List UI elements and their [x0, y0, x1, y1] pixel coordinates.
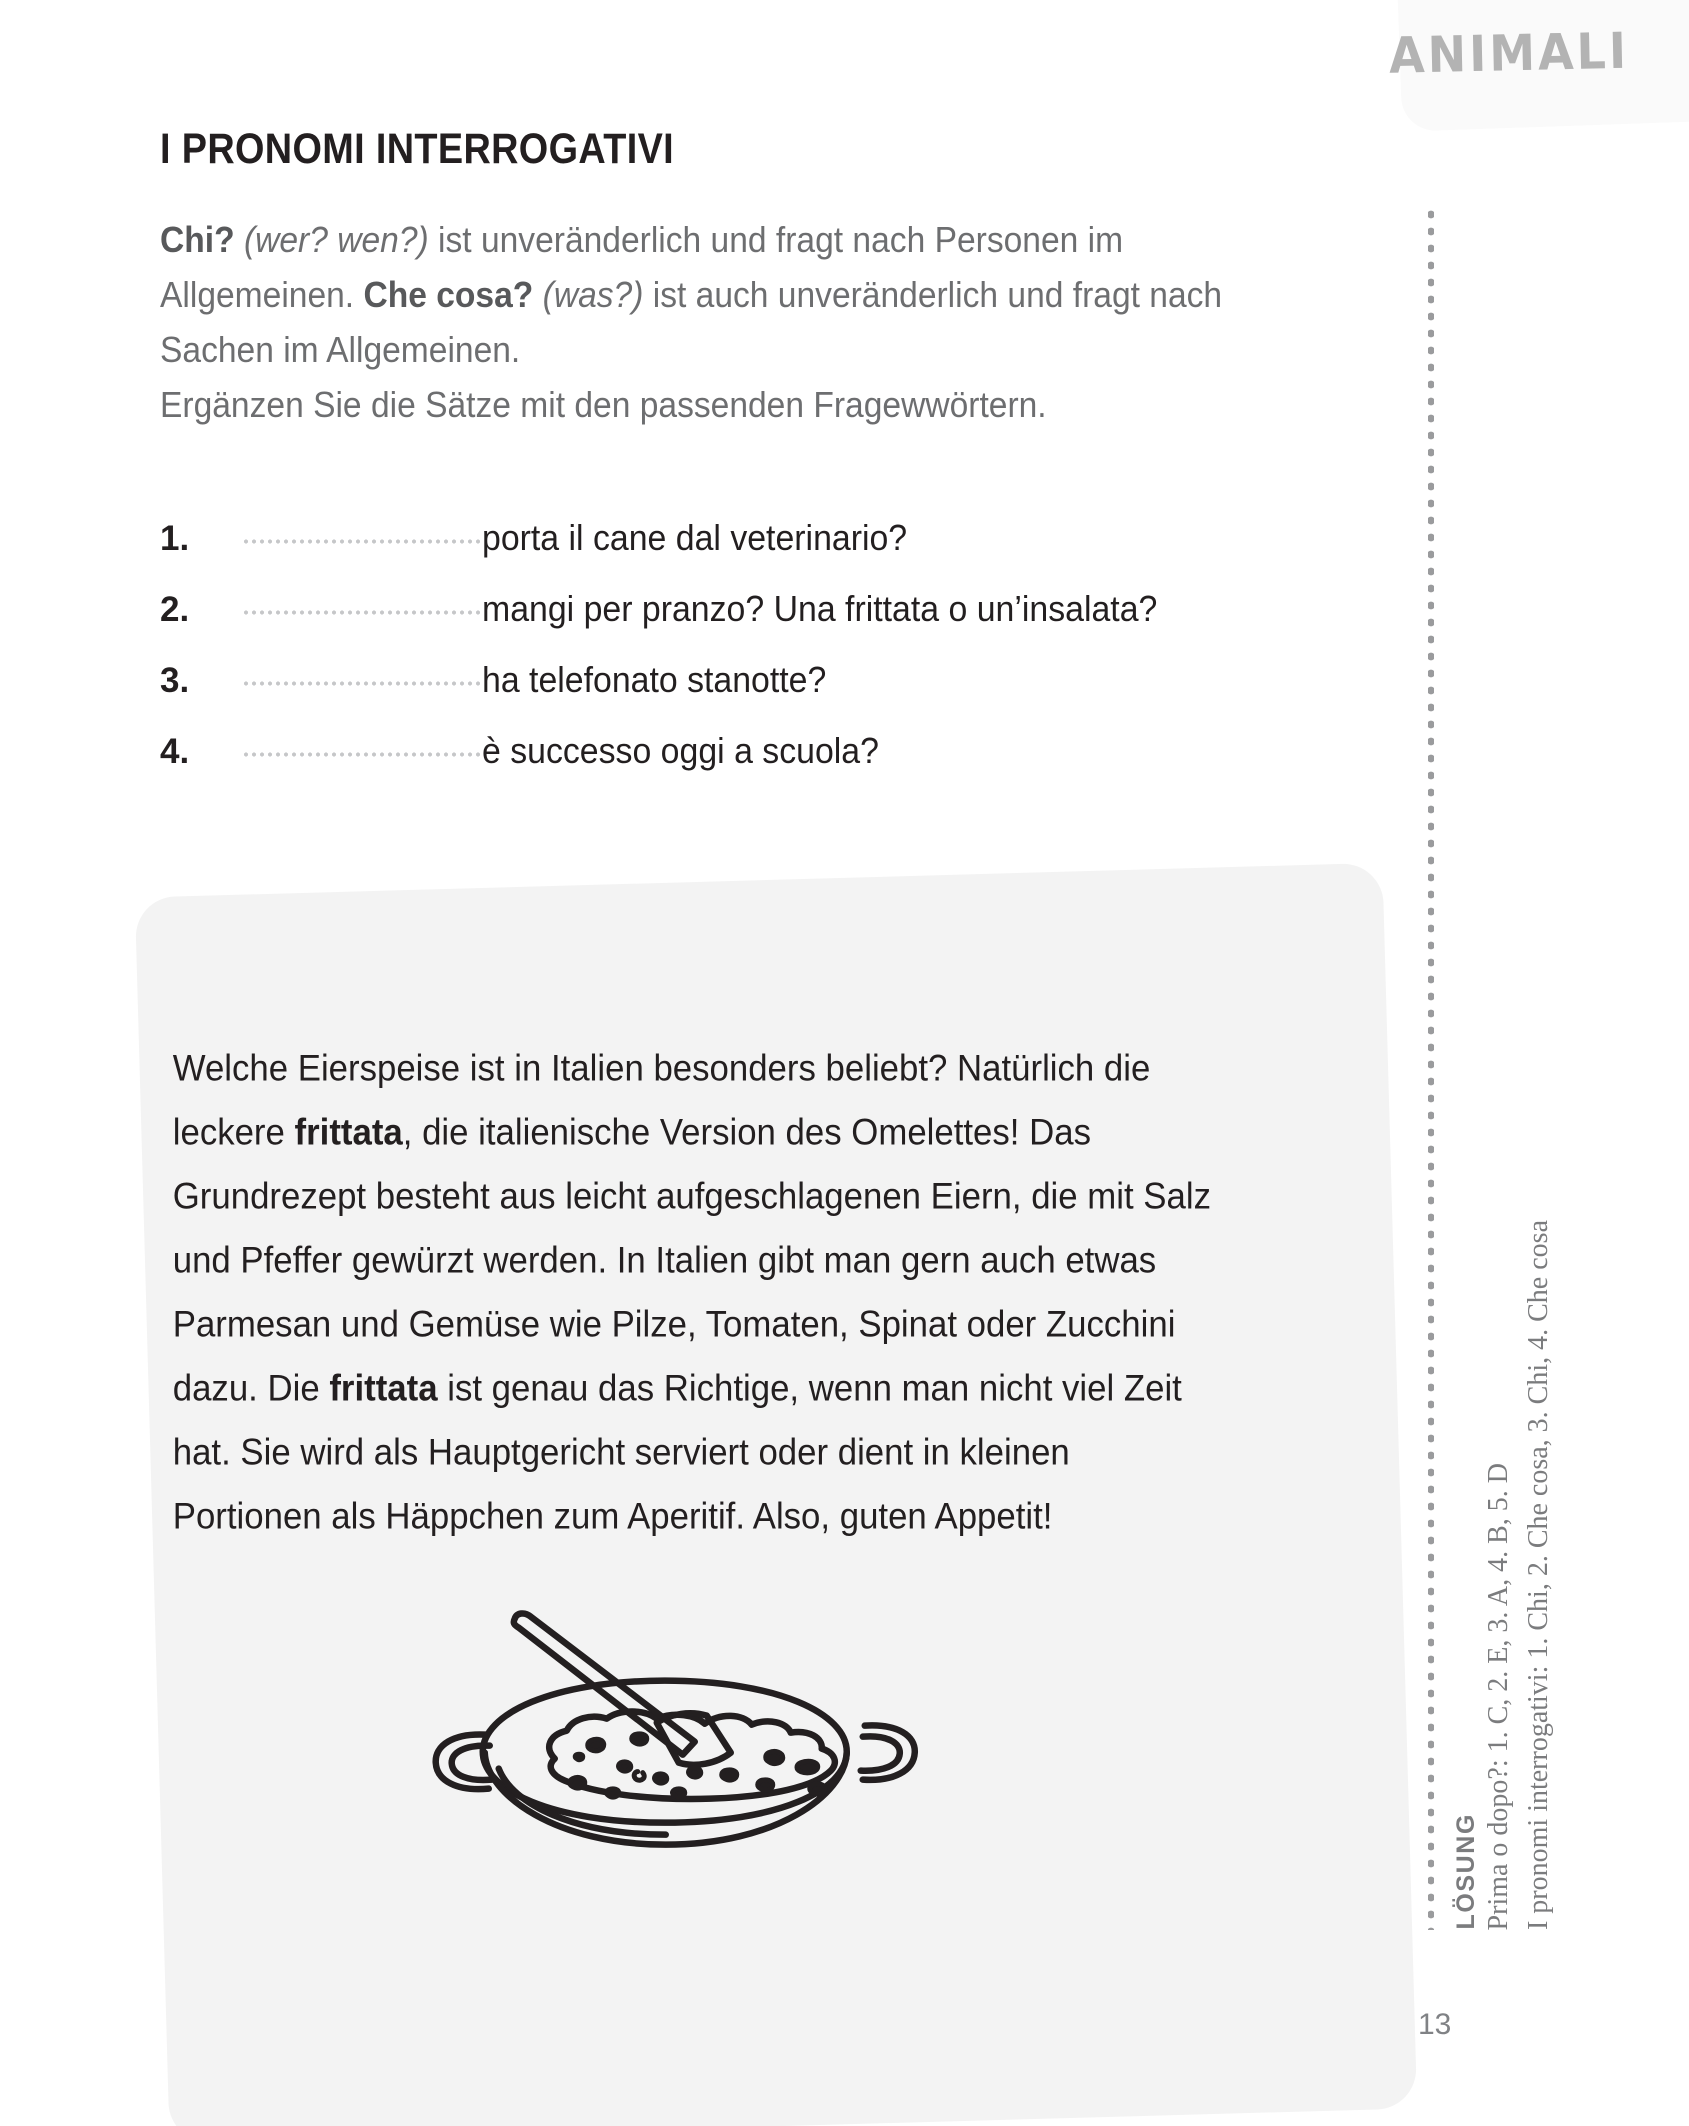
info-text-part-3: ist genau das Richtige, wenn man nicht viel Zeit hat. Sie wird als Hauptgericht serviert oder dient in kleinen Portionen als Häppchen zum Aperitif. Also, guten Appetit!: [172, 1367, 1182, 1537]
solution-line-1: Prima o dopo?: 1. C, 2. E, 3. A, 4. B, 5. D: [1483, 1462, 1514, 1930]
info-card: [135, 863, 1417, 2126]
vertical-dotted-divider: [1428, 206, 1434, 1930]
exercise-sentence: mangi per pranzo? Una frittata o un’insalata?: [482, 588, 1158, 629]
intro-instruction: Ergänzen Sie die Sätze mit den passenden Fragewwörtern.: [160, 384, 1047, 425]
info-card-text: [173, 1037, 1226, 1549]
exercise-blank-input[interactable]: [232, 658, 482, 692]
intro-paragraph: [160, 212, 1273, 432]
info-bold-frittata-1: frittata: [294, 1111, 403, 1153]
intro-term-chi: Chi?: [160, 219, 235, 260]
intro-gloss-checosa: (was?): [542, 274, 644, 315]
solution-column: [1452, 880, 1563, 1930]
solution-line-2: I pronomi interrogativi: 1. Chi, 2. Che cosa, 3. Chi, 4. Che cosa: [1523, 1219, 1554, 1930]
exercise-number: 2.: [160, 590, 190, 629]
exercise-blank-input[interactable]: [232, 729, 482, 763]
exercise-blank-input[interactable]: [232, 516, 482, 550]
exercise-list: [160, 516, 1360, 800]
exercise-item: [160, 587, 1360, 658]
exercise-blank-input[interactable]: [232, 587, 482, 621]
solution-heading: LÖSUNG: [1452, 1813, 1480, 1930]
page-title: I PRONOMI INTERROGATIVI: [160, 125, 675, 173]
exercise-item: [160, 729, 1360, 800]
info-card-content: [173, 1037, 1313, 1858]
exercise-item: [160, 658, 1360, 729]
chapter-label: ANIMALI: [1388, 21, 1630, 85]
exercise-number: 4.: [160, 732, 190, 771]
info-bold-frittata-2: frittata: [329, 1367, 438, 1409]
page-number: 13: [1418, 2008, 1452, 2041]
intro-gloss-chi: (wer? wen?): [243, 219, 429, 260]
exercise-sentence: è successo oggi a scuola?: [482, 730, 879, 771]
exercise-number: 3.: [160, 661, 190, 700]
exercise-sentence: porta il cane dal veterinario?: [482, 517, 908, 558]
intro-term-checosa: Che cosa?: [363, 274, 534, 315]
exercise-number: 1.: [160, 519, 190, 558]
intro-text-1: ist unveränderlich und fragt nach Personen im Allgemeinen.: [160, 219, 1124, 315]
exercise-sentence: ha telefonato stanotte?: [482, 659, 827, 700]
exercise-item: [160, 516, 1360, 587]
frittata-pan-illustration: [395, 1583, 935, 1858]
info-text-part-1: Welche Eierspeise ist in Italien besonders beliebt? Natürlich die leckere: [172, 1047, 1151, 1153]
info-text-part-2: , die italienische Version des Omelettes! Das Grundrezept besteht aus leicht aufgeschlagenen Eiern, die mit Salz und Pfeffer gewürzt werden. In Italien gibt man gern auch etwas Parmesan und Gemüse wie Pilze, Tomaten, Spinat oder Zucchini dazu. Die: [172, 1111, 1211, 1409]
intro-text-2: ist auch unveränderlich und fragt nach Sachen im Allgemeinen.: [160, 274, 1223, 370]
